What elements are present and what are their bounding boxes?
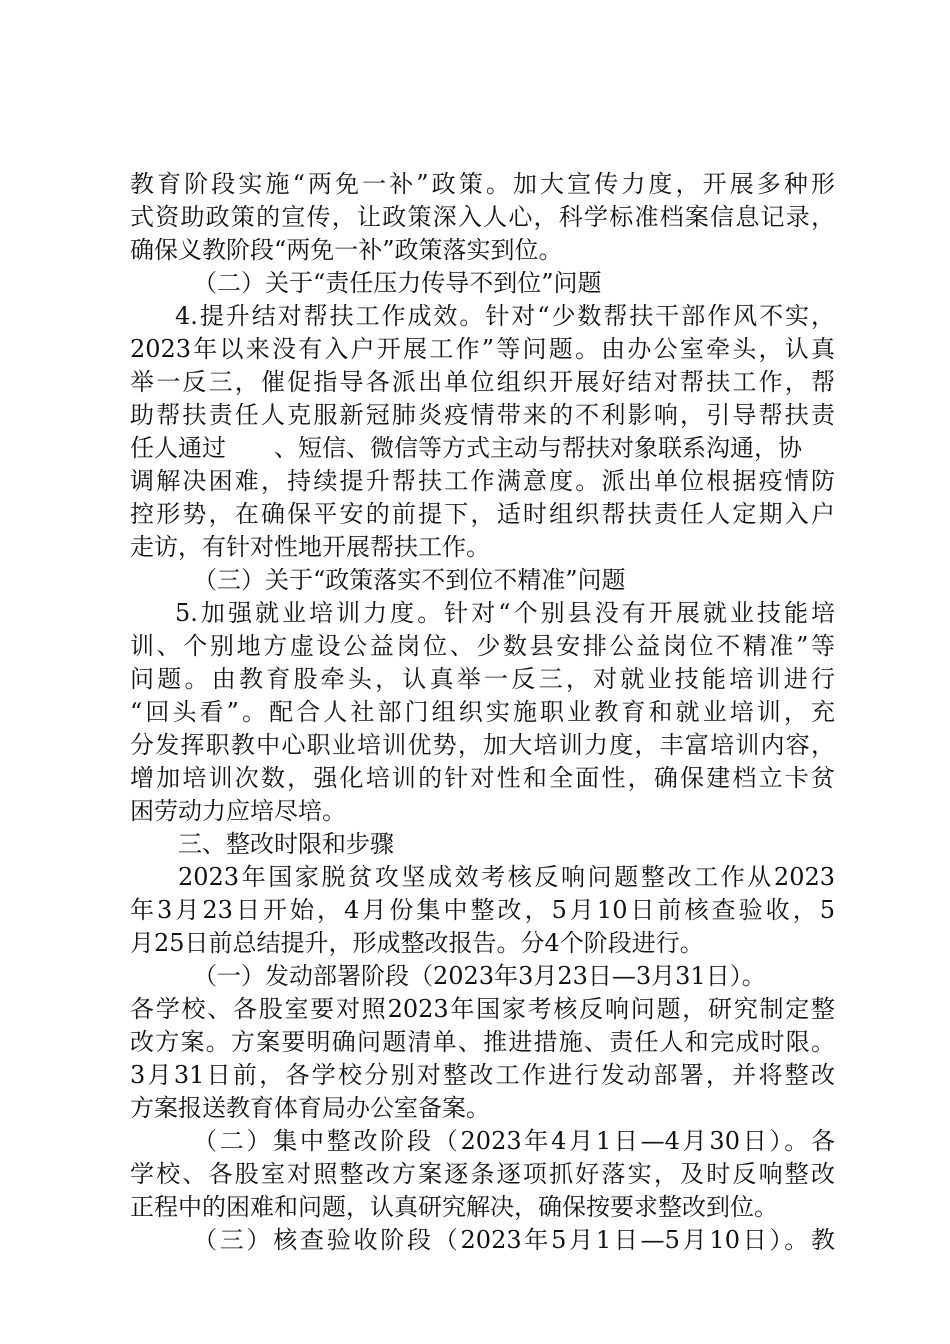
section-heading: （二）关于“责任压力传导不到位”问题: [193, 269, 602, 297]
body-line: 增加培训次数，强化培训的针对性和全面性，确保建档立卡贫: [130, 764, 835, 792]
body-line: 问题。由教育股牵头，认真举一反三，对就业技能培训进行: [130, 665, 835, 693]
body-line: 分发挥职教中心职业培训优势，加大培训力度，丰富培训内容，: [130, 731, 835, 759]
document-body: [130, 168, 835, 1257]
body-line: 学校、各股室对照整改方案逐条逐项抓好落实，及时反响整改: [130, 1160, 835, 1188]
body-line: 训、个别地方虚设公益岗位、少数县安排公益岗位不精准”等: [130, 632, 835, 660]
body-line: 2023年国家脱贫攻坚成效考核反响问题整改工作从2023: [178, 863, 835, 891]
body-line: 2023年以来没有入户开展工作”等问题。由办公室牵头，认真: [130, 335, 835, 363]
numbered-item-heading: 5.加强就业培训力度。针对“个别县没有开展就业技能培: [175, 599, 835, 627]
phase-heading: （一）发动部署阶段（2023年3月23日—3月31日）。: [193, 962, 766, 990]
body-line: 方案报送教育体育局办公室备案。: [130, 1094, 490, 1122]
body-line: 控形势，在确保平安的前提下，适时组织帮扶责任人定期入户: [130, 500, 835, 528]
chapter-heading: 三、整改时限和步骤: [178, 830, 394, 858]
body-line: 正程中的困难和问题，认真研究解决，确保按要求整改到位。: [130, 1193, 778, 1221]
body-line: 3月31日前，各学校分别对整改工作进行发动部署，并将整改: [130, 1061, 835, 1089]
body-line: 确保义教阶段“两免一补”政策落实到位。: [130, 236, 563, 264]
body-line: 年3月23日开始，4月份集中整改，5月10日前核查验收，5: [130, 896, 835, 924]
body-line: 调解决困难，持续提升帮扶工作满意度。派出单位根据疫情防: [130, 467, 835, 495]
body-line: “回头看”。配合人社部门组织实施职业教育和就业培训，充: [130, 698, 835, 726]
body-line: 教育阶段实施“两免一补”政策。加大宣传力度，开展多种形: [130, 170, 835, 198]
body-line: 助帮扶责任人克服新冠肺炎疫情带来的不利影响，引导帮扶责: [130, 401, 835, 429]
section-heading: （三）关于“政策落实不到位不精准”问题: [193, 566, 626, 594]
body-line: 改方案。方案要明确问题清单、推进措施、责任人和完成时限。: [130, 1028, 835, 1056]
phase-heading: （二）集中整改阶段（2023年4月1日—4月30日）。各: [193, 1127, 835, 1155]
body-line: 各学校、各股室要对照2023年国家考核反响问题，研究制定整: [130, 995, 835, 1023]
body-line: 式资助政策的宣传，让政策深入人心，科学标准档案信息记录，: [130, 203, 835, 231]
body-line: 月25日前总结提升，形成整改报告。分4个阶段进行。: [130, 929, 704, 957]
body-line-part: 、短信、微信等方式主动与帮扶对象联系沟通，协: [274, 434, 802, 462]
body-line: 举一反三，催促指导各派出单位组织开展好结对帮扶工作，帮: [130, 368, 835, 396]
phase-heading: （三）核查验收阶段（2023年5月1日—5月10日）。教: [193, 1226, 835, 1254]
body-line-part: 任人通过: [130, 434, 226, 462]
body-line: 走访，有针对性地开展帮扶工作。: [130, 533, 490, 561]
body-line: [130, 432, 835, 465]
numbered-item-heading: 4.提升结对帮扶工作成效。针对“少数帮扶干部作风不实，: [175, 302, 835, 330]
body-line: 困劳动力应培尽培。: [130, 797, 346, 825]
